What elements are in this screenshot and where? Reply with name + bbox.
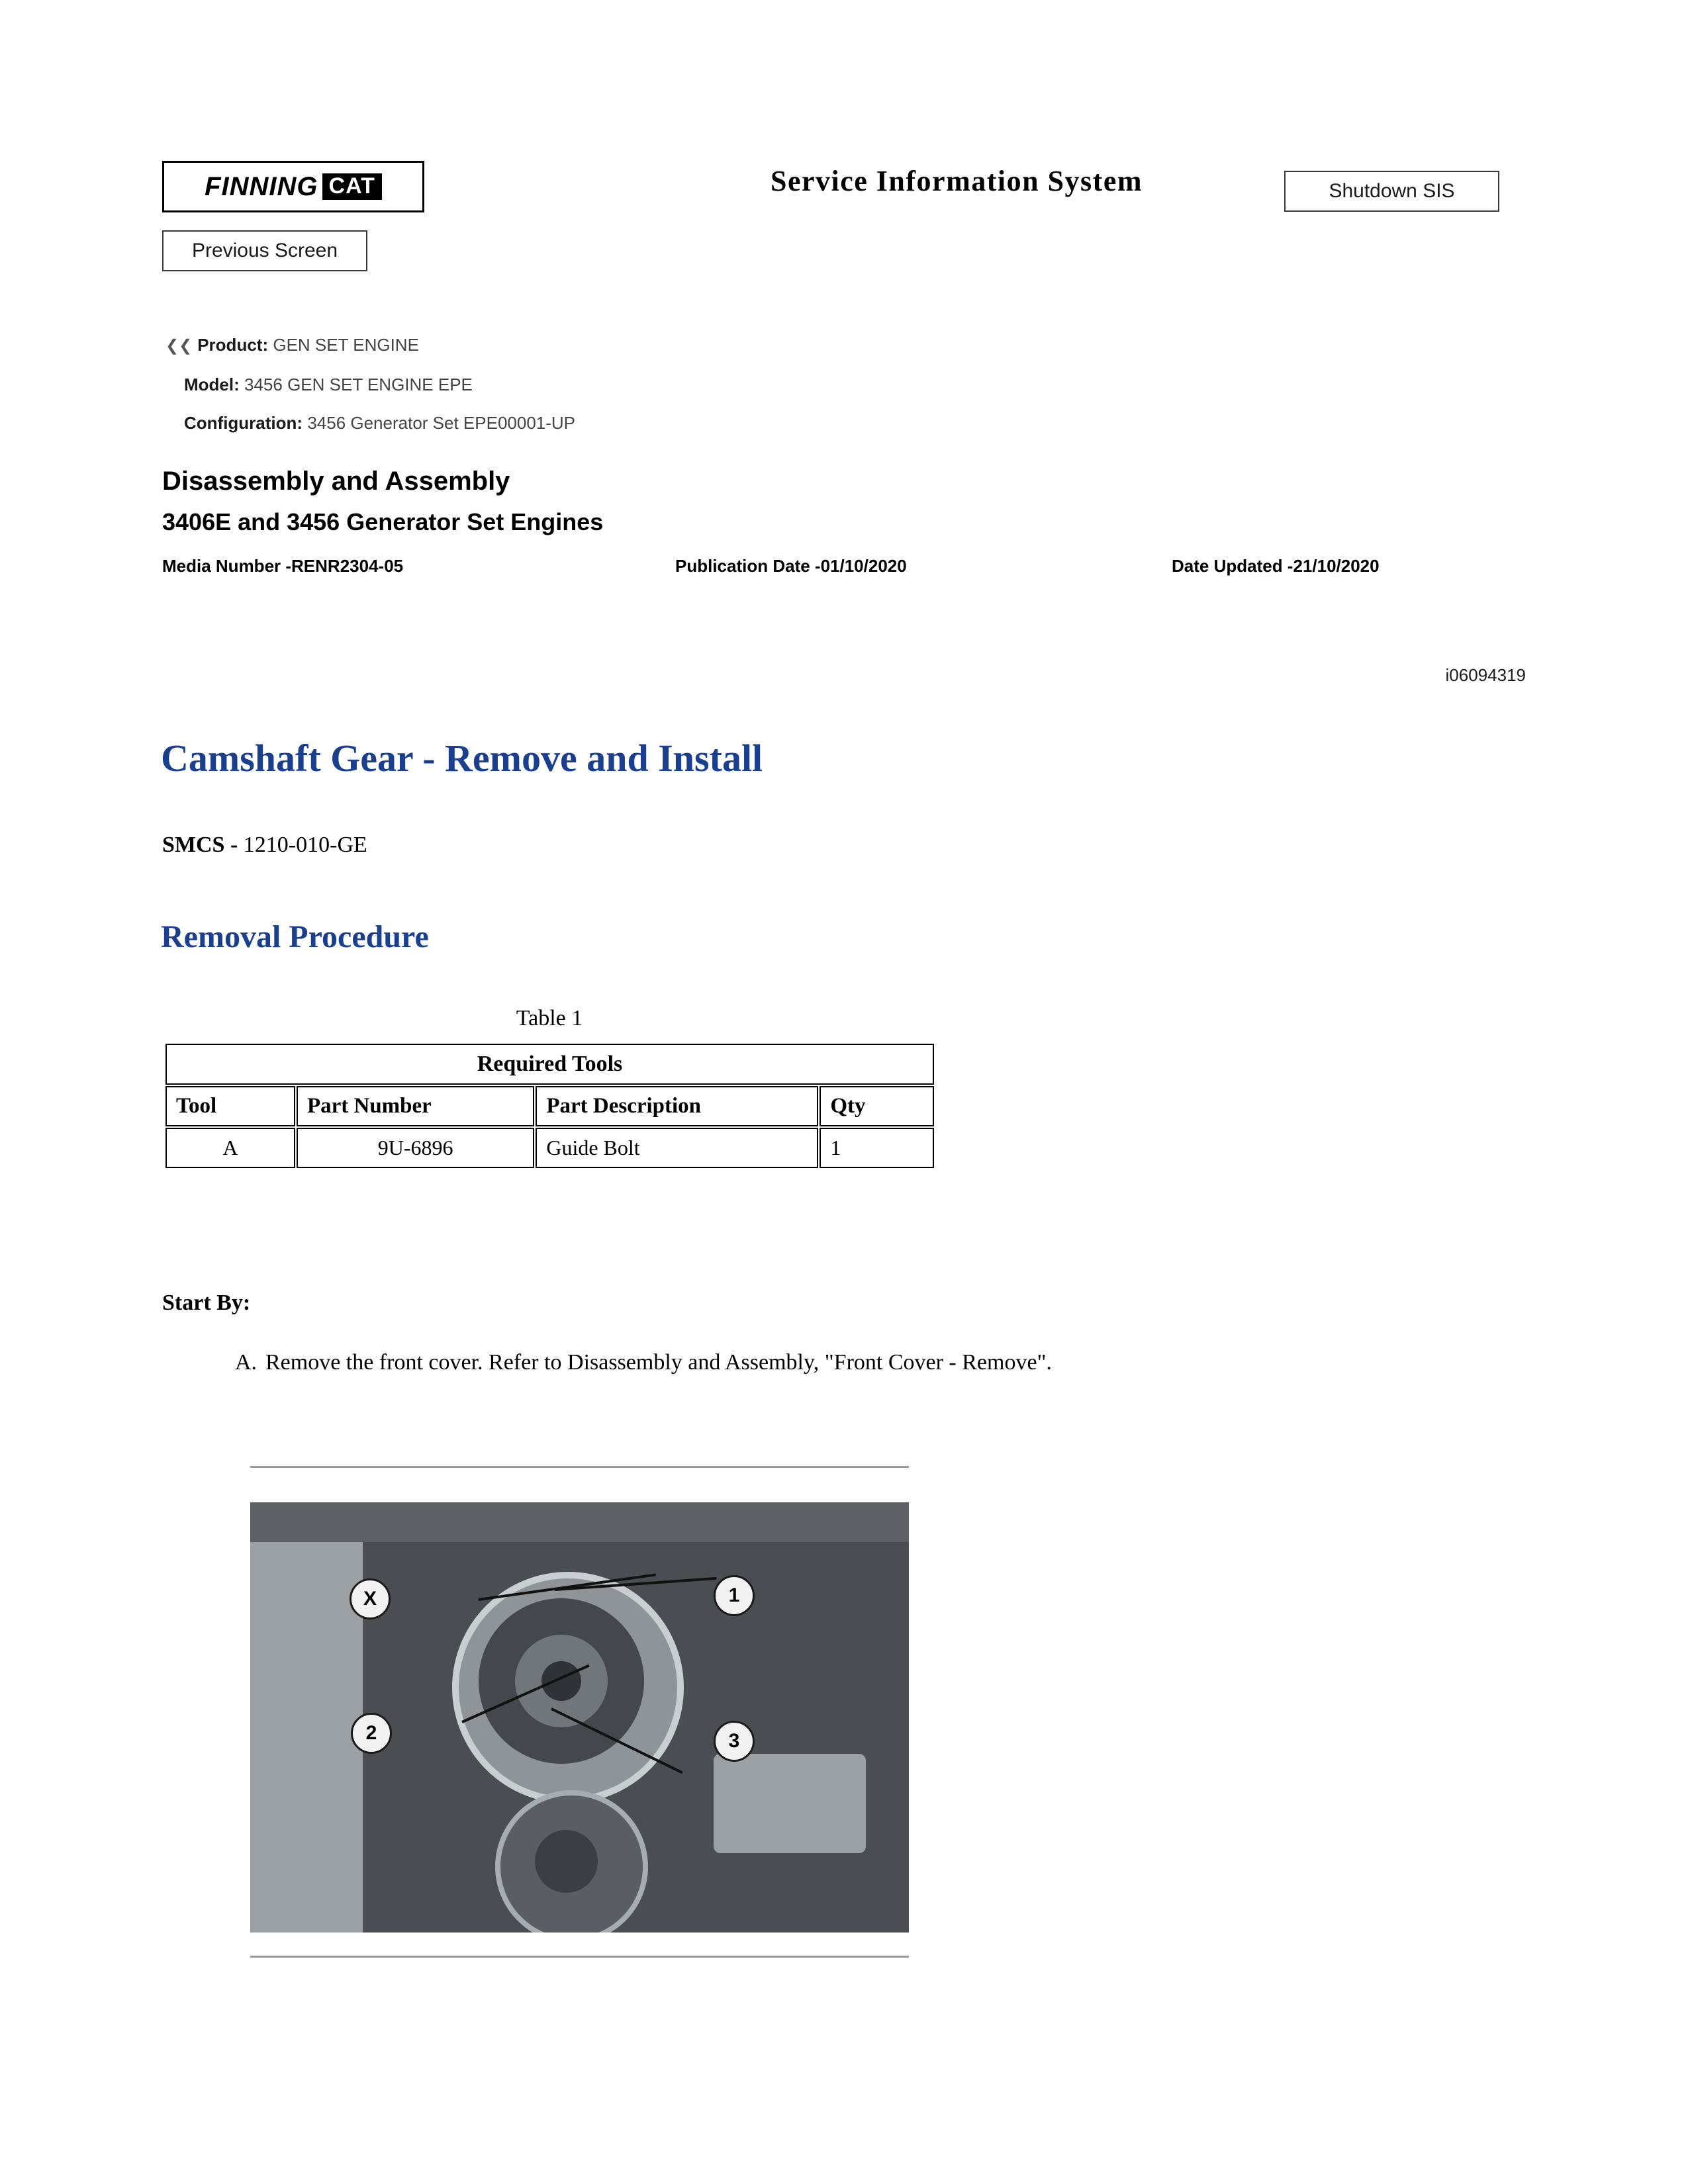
- media-number: Media Number -RENR2304-05: [162, 556, 404, 576]
- cell-part-description: Guide Bolt: [536, 1128, 818, 1168]
- document-subtitle: 3406E and 3456 Generator Set Engines: [162, 508, 604, 535]
- finning-cat-logo: [162, 161, 424, 212]
- shutdown-sis-button[interactable]: Shutdown SIS: [1284, 171, 1499, 212]
- figure-divider-bottom: [250, 1956, 909, 1958]
- step-a: [235, 1350, 1052, 1375]
- page-title: Camshaft Gear - Remove and Install: [161, 737, 763, 780]
- table-row: [165, 1128, 934, 1168]
- table-title-row: [165, 1044, 934, 1085]
- column-header-tool: Tool: [165, 1086, 295, 1126]
- product-label: Product:: [197, 335, 269, 355]
- document-title: Disassembly and Assembly: [162, 467, 510, 496]
- cell-tool: A: [165, 1128, 295, 1168]
- step-a-letter: A.: [235, 1350, 258, 1375]
- required-tools-table: [164, 1042, 935, 1169]
- back-arrow-icon[interactable]: ❮❮: [165, 337, 193, 355]
- start-by-label: Start By:: [162, 1291, 251, 1315]
- breadcrumb-model: [165, 365, 575, 404]
- configuration-label: Configuration:: [184, 413, 303, 433]
- publication-date: Publication Date -01/10/2020: [675, 556, 907, 576]
- cat-badge: CAT: [322, 173, 382, 200]
- breadcrumb-configuration: [165, 404, 575, 442]
- table-caption: Table 1: [516, 1006, 583, 1030]
- step-a-text: Remove the front cover. Refer to Disassembly and Assembly, "Front Cover - Remove".: [265, 1350, 1052, 1375]
- configuration-value: 3456 Generator Set EPE00001-UP: [307, 413, 576, 433]
- breadcrumb-product: [165, 326, 575, 365]
- breadcrumb: [165, 326, 575, 442]
- callout-2: 2: [351, 1713, 392, 1754]
- cell-qty: 1: [820, 1128, 934, 1168]
- section-heading-removal-procedure: Removal Procedure: [161, 919, 429, 954]
- model-label: Model:: [184, 375, 240, 394]
- cell-part-number: 9U-6896: [297, 1128, 534, 1168]
- sis-title: Service Information System: [770, 165, 1143, 197]
- smcs-line: [162, 833, 367, 858]
- callout-3: 3: [714, 1721, 755, 1762]
- callout-1: 1: [714, 1575, 755, 1616]
- column-header-part-description: Part Description: [536, 1086, 818, 1126]
- previous-screen-button[interactable]: Previous Screen: [162, 230, 367, 271]
- logo-text: FINNING: [205, 171, 318, 201]
- document-id: i06094319: [1445, 665, 1526, 685]
- model-value: 3456 GEN SET ENGINE EPE: [244, 375, 473, 394]
- figure-divider-top: [250, 1466, 909, 1468]
- callout-x: X: [350, 1578, 391, 1619]
- column-header-qty: Qty: [820, 1086, 934, 1126]
- smcs-label: SMCS -: [162, 833, 238, 857]
- date-updated: Date Updated -21/10/2020: [1172, 556, 1380, 576]
- column-header-part-number: Part Number: [297, 1086, 534, 1126]
- product-value: GEN SET ENGINE: [273, 335, 419, 355]
- table-title: Required Tools: [165, 1044, 934, 1085]
- figure-camshaft-gear-photo: [250, 1502, 909, 1933]
- smcs-value: 1210-010-GE: [243, 833, 367, 857]
- table-header-row: [165, 1086, 934, 1126]
